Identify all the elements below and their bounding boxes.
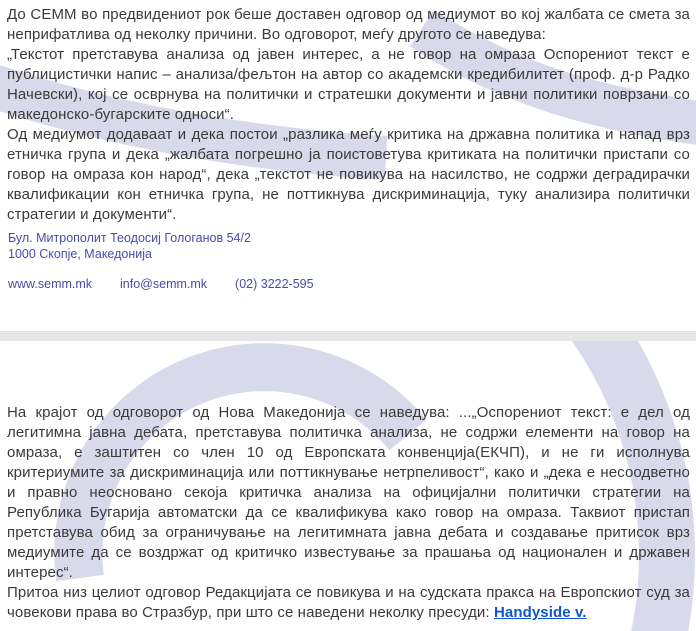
footer-address-line1: Бул. Митрополит Теодосиј Гологанов 54/2 [8,231,251,245]
document-page-2 [0,341,696,631]
page2-text-block [7,403,690,623]
paragraph-court-practice [7,583,690,623]
handyside-case-link[interactable]: Handyside v. [493,604,587,621]
footer-website: www.semm.mk [8,277,93,291]
letterhead-footer [8,230,314,292]
footer-contacts-row [8,276,314,292]
paragraph-editorial-response: На крајот од одговорот од Нова Македонија се наведува: ...„Оспорениот текст: е дел од легитимна јавна дебата, претставува политичка анализа, не содржи елементи на говор на омраза, е заштитен со член 10 од Европската конвенција(ЕКЧП), и не ги исполнува критериумите за дискриминација или поттикнување нетрпеливост“, како и „дека е несоодветно и правно неосновано секоја критичка анализа на официјални политички стратегии на Република Бугарија автоматски да се квалификува како говор на омраза. Таквиот пристап претставува обид за ограничување на легитимната јавна дебата и создавање притисок врз медиумите да се воздржат од критичко известување за прашања од национален и државен интерес“. [7,404,690,581]
footer-phone: (02) 3222-595 [235,277,314,291]
paragraph-intro: До СЕММ во предвидениот рок беше доставен одговор од медиумот во кој жалбата се смета за неприфатлива од неколку причини. Во одговорот, меѓу другото се наведува: [7,6,690,43]
paragraph-media-quote: „Текстот претставува анализа од јавен интерес, а не говор на омраза Оспорениот текст е публицистички напис – анализа/фељтон на автор со академски кредибилитет (проф. д-р Радко Начевски), кој се осврнува на политички и стратешки документи и јавни политики поврзани со македонско-бугарските односи“. [7,46,690,123]
page-separator [0,331,696,341]
footer-address-line2: 1000 Скопје, Македонија [8,247,152,261]
paragraph-court-practice-text: Притоа низ целиот одговор Редакцијата се повикува и на судската пракса на Европскиот суд за човекови права во Стразбур, при што се наведени неколку пресуди: [7,584,690,621]
paragraph-media-addition: Од медиумот додаваат и дека постои „разлика меѓу критика на државна политика и напад врз етничка група и дека „жалбата погрешно ја поистоветува критиката на политички пристапи со говор на омраза кон народ“, дека „текстот не повикува на насилство, не содржи деградирачки квалификации кон етничка група, не поттикнува дискриминација, туку анализира политички стратегии и документи“. [7,126,690,223]
footer-email: info@semm.mk [120,277,208,291]
page1-text-block [7,5,690,225]
